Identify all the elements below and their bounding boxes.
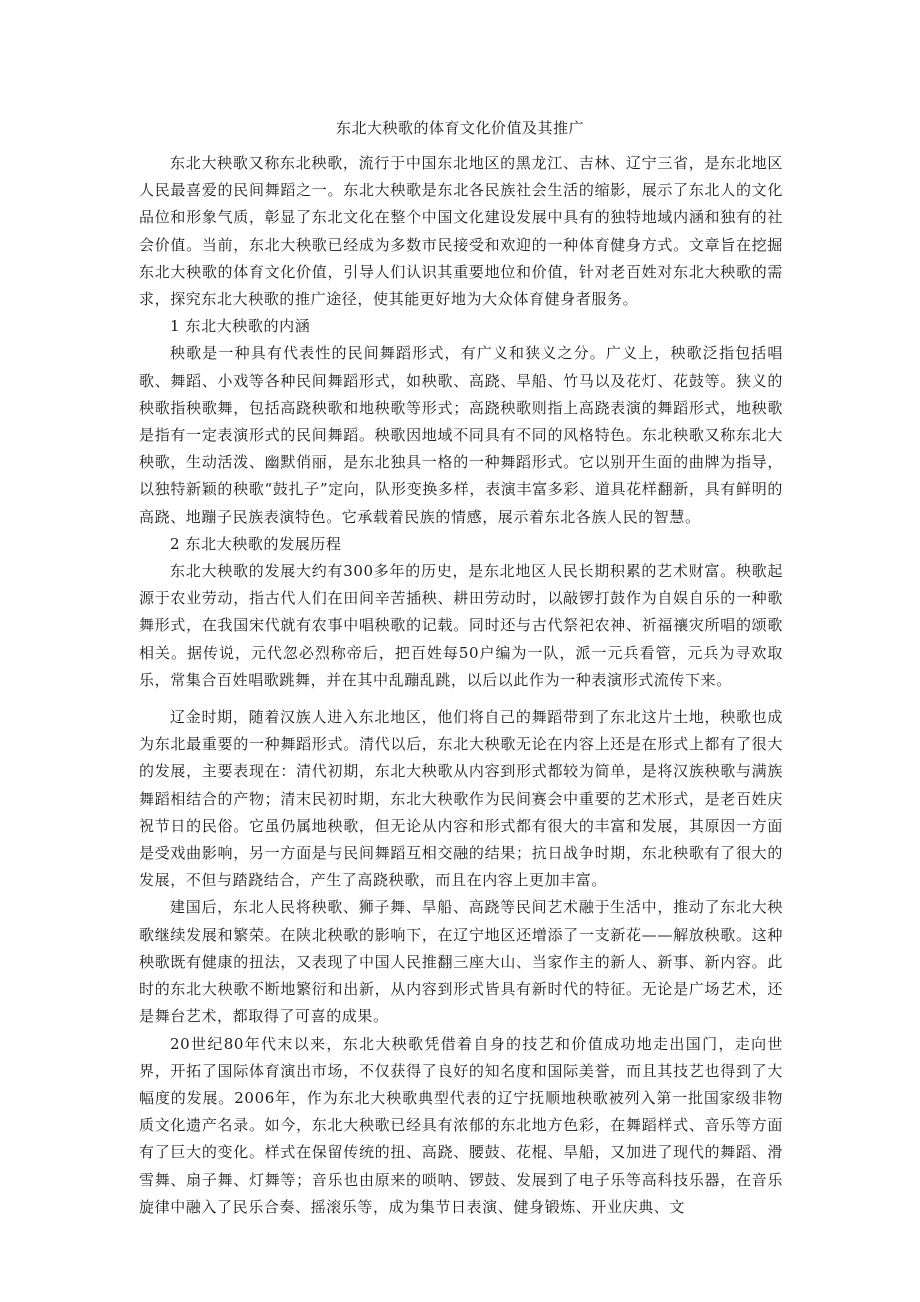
section-2-paragraph-4: 20世纪80年代末以来，东北大秧歌凭借着自身的技艺和价值成功地走出国门，走向世界，开拓了国际体育演出市场，不仅获得了良好的知名度和国际美誉，而且其技艺也得到了大幅度的发展。2006年，作为东北大秧歌典型代表的辽宁抚顺地秧歌被列入第一批国家级非物质文化遗产名录。如今，东北大秧歌已经具有浓郁的东北地方色彩，在舞蹈样式、音乐等方面有了巨大的变化。样式在保留传统的扭、高跷、腰鼓、花棍、旱船，又加进了现代的舞蹈、滑雪舞、扇子舞、灯舞等；音乐也由原来的唢呐、锣鼓、发展到了电子乐等高科技乐器，在音乐旋律中融入了民乐合奏、摇滚乐等，成为集节日表演、健身锻炼、开业庆典、文 [139,1034,783,1216]
section-2-paragraph-3: 建国后，东北人民将秧歌、狮子舞、旱船、高跷等民间艺术融于生活中，推动了东北大秧歌继续发展和繁荣。在陕北秧歌的影响下，在辽宁地区还增添了一支新花——解放秧歌。这种秧歌既有健康的扭法，又表现了中国人民推翻三座大山、当家作主的新人、新事、新内容。此时的东北大秧歌不断地繁衍和出新，从内容到形式皆具有新时代的特征。无论是广场艺术，还是舞台艺术，都取得了可喜的成果。 [139,898,783,1026]
document-body [139,150,783,1221]
section-2-paragraph-1: 东北大秧歌的发展大约有300多年的历史，是东北地区人民长期积累的艺术财富。秧歌起源于农业劳动，指古代人们在田间辛苦插秧、耕田劳动时，以敲锣打鼓作为自娱自乐的一种歌舞形式，在我国宋代就有农事中唱秧歌的记载。同时还与古代祭祀农神、祈福禳灾所唱的颂歌相关。据传说，元代忽必烈称帝后，把百姓每50户编为一队，派一元兵看管，元兵为寻欢取乐，常集合百姓唱歌跳舞，并在其中乱蹦乱跳，以后以此作为一种表演形式流传下来。 [139,562,783,689]
section-2-paragraph-2: 辽金时期，随着汉族人进入东北地区，他们将自己的舞蹈带到了东北这片土地，秧歌也成为东北最重要的一种舞蹈形式。清代以后，东北大秧歌无论在内容上还是在形式上都有了很大的发展，主要表现在：清代初期，东北大秧歌从内容到形式都较为简单，是将汉族秧歌与满族舞蹈相结合的产物；清末民初时期，东北大秧歌作为民间赛会中重要的艺术形式，是老百姓庆祝节日的民俗。它虽仍属地秧歌，但无论从内容和形式都有很大的丰富和发展，其原因一方面是受戏曲影响，另一方面是与民间舞蹈互相交融的结果；抗日战争时期，东北秧歌有了很大的发展，不但与踏跷结合，产生了高跷秧歌，而且在内容上更加丰富。 [139,708,783,890]
section-1-heading: 1 东北大秧歌的内涵 [170,317,311,336]
document-title: 东北大秧歌的体育文化价值及其推广 [335,119,584,137]
intro-paragraph: 东北大秧歌又称东北秧歌，流行于中国东北地区的黑龙江、吉林、辽宁三省，是东北地区人民最喜爱的民间舞蹈之一。东北大秧歌是东北各民族社会生活的缩影，展示了东北人的文化品位和形象气质，彰显了东北文化在整个中国文化建设发展中具有的独特地域内涵和独有的社会价值。当前，东北大秧歌已经成为多数市民接受和欢迎的一种体育健身方式。文章旨在挖掘东北大秧歌的体育文化价值，引导人们认识其重要地位和价值，针对老百姓对东北大秧歌的需求，探究东北大秧歌的推广途径，使其能更好地为大众体育健身者服务。 [139,154,783,309]
section-2-heading: 2 东北大秧歌的发展历程 [170,534,342,553]
section-1-paragraph: 秧歌是一种具有代表性的民间舞蹈形式，有广义和狭义之分。广义上，秧歌泛指包括唱歌、舞蹈、小戏等各种民间舞蹈形式，如秧歌、高跷、旱船、竹马以及花灯、花鼓等。狭义的秧歌指秧歌舞，包括高跷秧歌和地秧歌等形式；高跷秧歌则指上高跷表演的舞蹈形式，地秧歌是指有一定表演形式的民间舞蹈。秧歌因地域不同具有不同的风格特色。东北秧歌又称东北大秧歌，生动活泼、幽默俏丽，是东北独具一格的一种舞蹈形式。它以别开生面的曲牌为指导，以独特新颖的秧歌“鼓扎子”定向，队形变换多样，表演丰富多彩、道具花样翻新，具有鲜明的高跷、地蹦子民族表演特色。它承载着民族的情感，展示着东北各族人民的智慧。 [139,344,783,526]
